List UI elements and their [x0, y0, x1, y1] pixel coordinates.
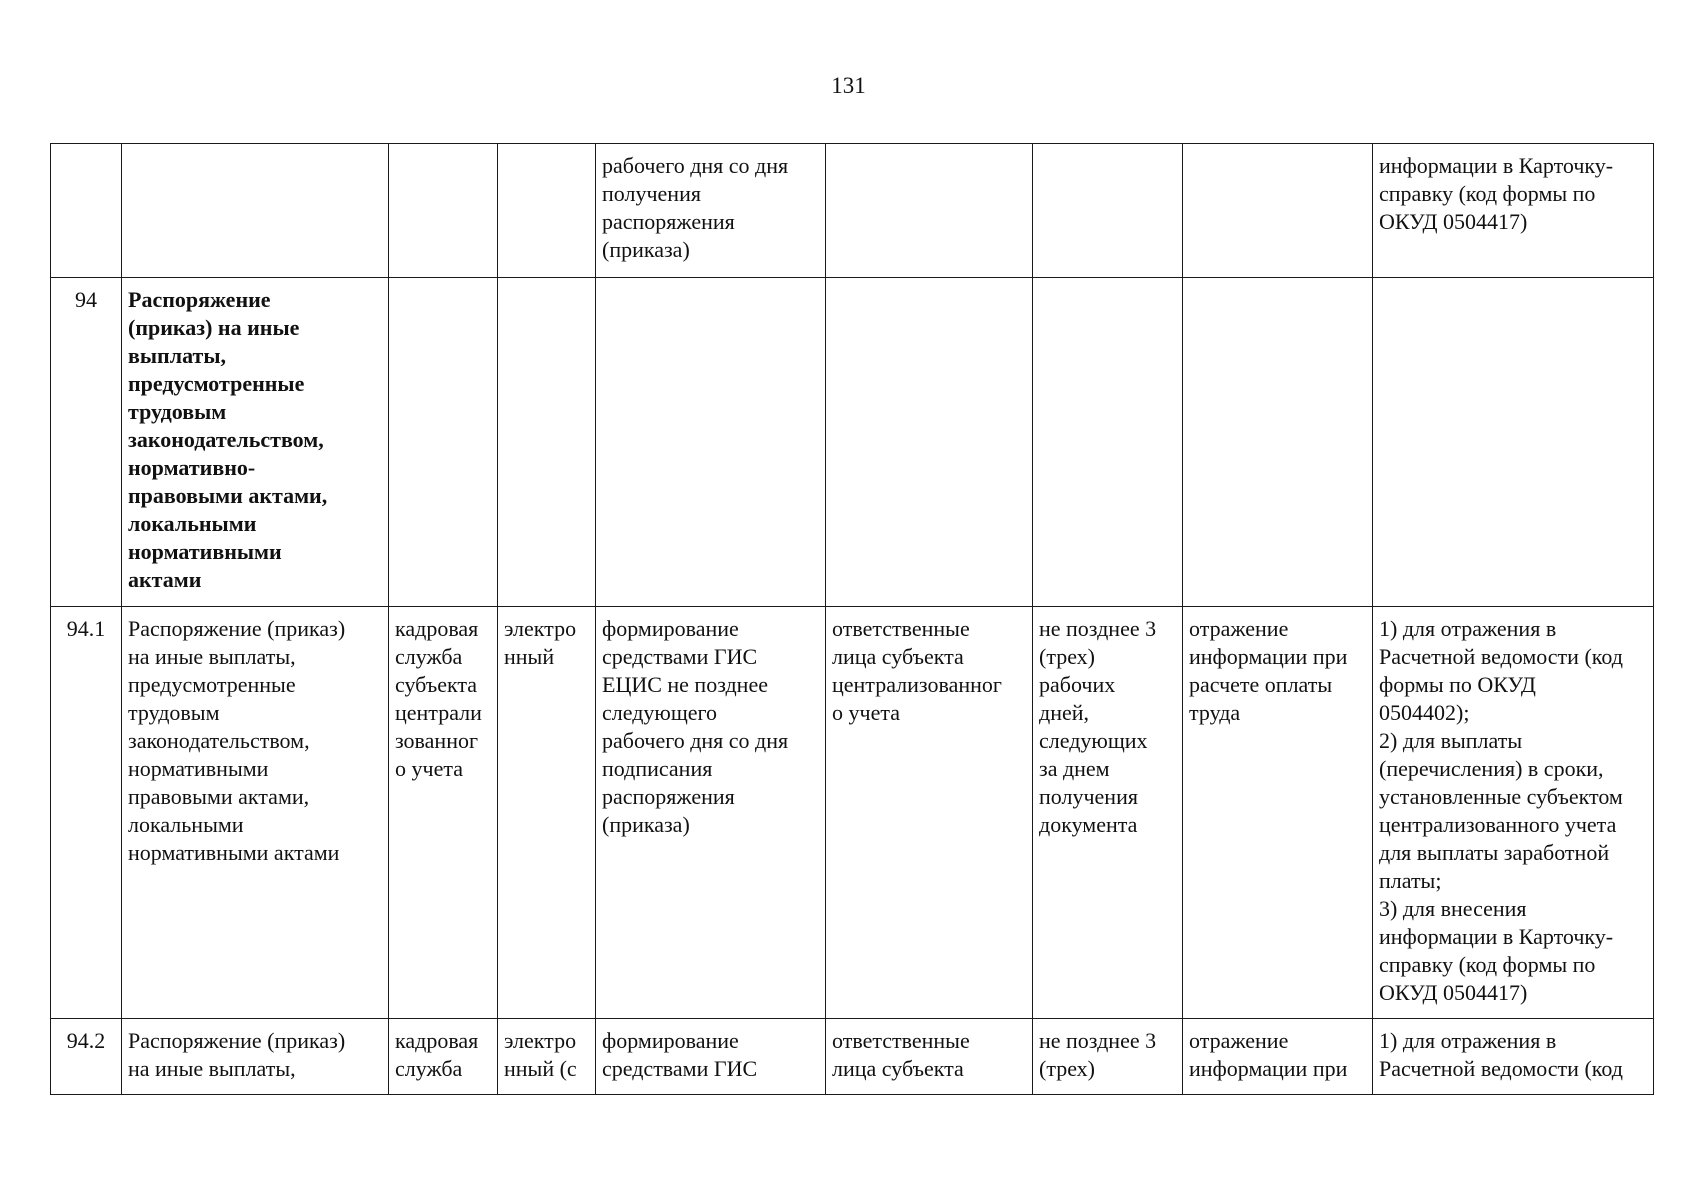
- table-row: [51, 607, 1654, 1019]
- responsible-unit-cell: [389, 278, 498, 607]
- table-row: [51, 1019, 1654, 1095]
- receiver-cell: [826, 278, 1033, 607]
- page-number: 131: [831, 73, 866, 98]
- table-row: [51, 278, 1654, 607]
- responsible-unit-cell: кадровая служба: [389, 1019, 498, 1095]
- creation-term-cell: формирование средствами ГИС ЕЦИС не позднее следующего рабочего дня со дня подписания распоряжения (приказа): [596, 607, 826, 1019]
- processing-deadline-cell: не позднее 3 (трех) рабочих дней, следующих за днем получения документа: [1033, 607, 1183, 1019]
- responsible-unit-cell: кадровая служба субъекта централи зованног о учета: [389, 607, 498, 1019]
- usage-cell: информации в Карточку- справку (код формы по ОКУД 0504417): [1373, 144, 1654, 278]
- processing-deadline-cell: [1033, 278, 1183, 607]
- document-name-cell: Распоряжение (приказ) на иные выплаты,: [122, 1019, 389, 1095]
- row-number-cell: 94.2: [51, 1019, 122, 1095]
- purpose-cell: отражение информации при: [1183, 1019, 1373, 1095]
- document-form-cell: [498, 278, 596, 607]
- receiver-cell: [826, 144, 1033, 278]
- creation-term-cell: рабочего дня со дня получения распоряжения (приказа): [596, 144, 826, 278]
- processing-deadline-cell: не позднее 3 (трех): [1033, 1019, 1183, 1095]
- receiver-cell: ответственные лица субъекта: [826, 1019, 1033, 1095]
- section-heading-cell: Распоряжение (приказ) на иные выплаты, предусмотренные трудовым законодательством, нормативно- правовыми актами, локальными нормативными актами: [122, 278, 389, 607]
- row-number-cell: [51, 144, 122, 278]
- row-number-cell: 94: [51, 278, 122, 607]
- table-row: [51, 144, 1654, 278]
- usage-cell: 1) для отражения в Расчетной ведомости (код: [1373, 1019, 1654, 1095]
- document-form-cell: [498, 144, 596, 278]
- document-form-cell: электро нный: [498, 607, 596, 1019]
- document-name-cell: [122, 144, 389, 278]
- creation-term-cell: [596, 278, 826, 607]
- purpose-cell: [1183, 278, 1373, 607]
- usage-cell: [1373, 278, 1654, 607]
- usage-cell: 1) для отражения в Расчетной ведомости (код формы по ОКУД 0504402); 2) для выплаты (перечисления) в сроки, установленные субъектом централизованного учета для выплаты заработной платы; 3) для внесения информации в Карточку- справку (код формы по ОКУД 0504417): [1373, 607, 1654, 1019]
- responsible-unit-cell: [389, 144, 498, 278]
- document-name-cell: Распоряжение (приказ) на иные выплаты, предусмотренные трудовым законодательством, нормативными правовыми актами, локальными нормативными актами: [122, 607, 389, 1019]
- purpose-cell: отражение информации при расчете оплаты труда: [1183, 607, 1373, 1019]
- document-form-cell: электро нный (с: [498, 1019, 596, 1095]
- receiver-cell: ответственные лица субъекта централизованног о учета: [826, 607, 1033, 1019]
- processing-deadline-cell: [1033, 144, 1183, 278]
- creation-term-cell: формирование средствами ГИС: [596, 1019, 826, 1095]
- document-table: [50, 143, 1654, 1095]
- purpose-cell: [1183, 144, 1373, 278]
- row-number-cell: 94.1: [51, 607, 122, 1019]
